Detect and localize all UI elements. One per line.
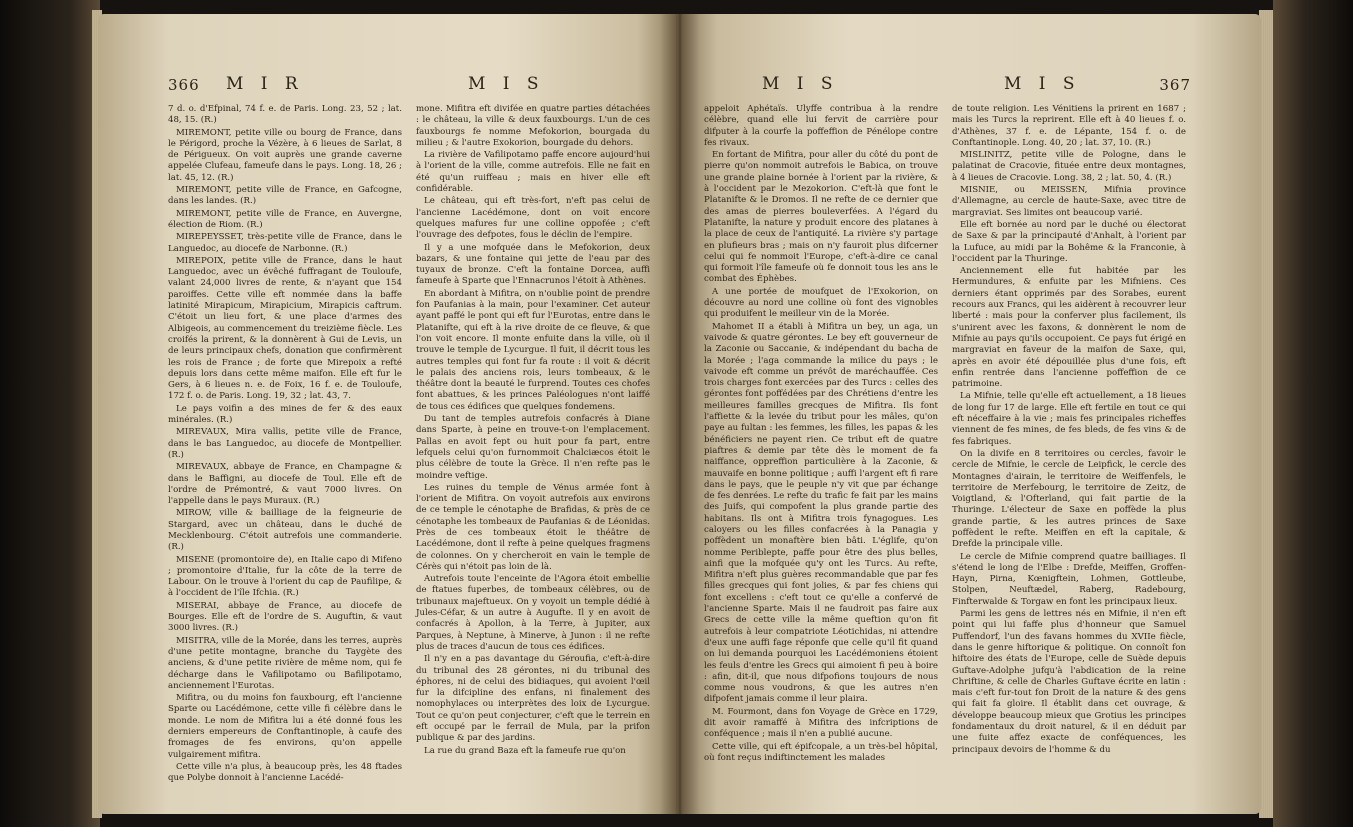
paragraph: Cette ville, qui eft épifcopale, a un très-bel hôpital, où font reçus indiftinctement les malades [704,741,938,763]
paragraph: Parmi les gens de lettres nés en Mifnie, il n'en eft point qui lui faffe plus d'honneur que Samuel Puffendorf, l'un des favans hommes du XVIIe fiècle, dans le genre hiftorique & politique. On connoît fon hiftoire des états de l'Europe, celle de Suède depuis Guftave-Adolphe jufqu'à l'abdication de la reine Chriftine, & celle de Charles Guftave écrite en latin : mais c'eft fur-tout fon Droit de la nature & des gens qui fait fa gloire. Il établit dans cet ouvrage, & développe beaucoup mieux que Grotius les principes fondamentaux du droit naturel, & il en déduit par une fuite affez exacte de conféquences, les principaux devoirs de l'homme & du [952,609,1186,755]
paragraph: Du tant de temples autrefois confacrés à Diane dans Sparte, à peine en trouve-t-on l'emplacement. Pallas en avoit fept ou huit pour fa part, entre lefquels celui qu'on furnommoit Chalciæcos étoit le plus célèbre de toute la Grèce. Il n'en refte pas le moindre veftige. [416,414,650,481]
running-head-left-column: M I R [226,74,304,94]
paragraph: MIREPEYSSET, très-petite ville de France, dans le Languedoc, au diocefe de Narbonne. (R.) [168,232,402,254]
paragraph: Mifitra, ou du moins fon fauxbourg, eft l'ancienne Sparte ou Lacédémone, cette ville fi célèbre dans le monde. Le nom de Mifitra lui a été donné fous les derniers empereurs de Conftantinople, à caufe des fromages de fes environs, qu'on appelle vulgairement mifitra. [168,693,402,760]
paragraph: MISENE (promontoire de), en Italie capo di Mifeno ; promontoire d'Italie, fur la côte de la terre de Labour. On le trouve à l'orient du cap de Paufilipe, & à l'occident de l'île Ifchia. (R.) [168,554,402,599]
paragraph: MIREMONT, petite ville ou bourg de France, dans le Périgord, proche la Vézère, à 6 lieues de Sarlat, 8 de Périgueux. On voit auprès une grande caverne appelée Clufeau, fameufe dans le pays. Long. 18, 26 ; lat. 45, 12. (R.) [168,127,402,183]
paragraph: Il y a une mofquée dans le Mefokorion, deux bazars, & une fontaine qui jette de l'eau par des tuyaux de bronze. C'eft la fontaine Dorcea, auffi fameufe à Sparte que l'Ennacrunos l'étoit à Athènes. [416,242,650,287]
paragraph: MIREPOIX, petite ville de France, dans le haut Languedoc, avec un évêché fuffragant de Touloufe, valant 24,000 livres de rente, & n'ayant que 154 paroiffes. Cette ville eft nommée dans la baffe latinité Mirapicum, Mirapicium, Mirapicis caftrum. C'étoit un lieu fort, & une place d'armes des Albigeois, au commencement du treizième fiècle. Les croifés la prirent, & la donnèrent à Gui de Levis, un de leurs principaux chefs, donation que confirmèrent les rois de France ; de forte que Mirepoix a refté depuis lors dans cette même maifon. Elle eft fur le Gers, à 6 lieues n. e. de Foix, 16 f. e. de Touloufe, 172 f. o. de Paris. Long. 19, 32 ; lat. 43, 7. [168,255,402,402]
paragraph: MISITRA, ville de la Morée, dans les terres, auprès d'une petite montagne, branche du Taygète des anciens, & d'une petite rivière de même nom, qui fe décharge dans le Vafilipotamo ou Bafilipotamo, anciennement l'Eurotas. [168,635,402,691]
paragraph: MIROW, ville & bailliage de la feigneurie de Stargard, avec un château, dans le duché de Mecklenbourg. C'étoit autrefois une commanderie. (R.) [168,508,402,553]
paragraph: En fortant de Mifitra, pour aller du côté du pont de pierre qu'on nommoit autrefois le Babica, on trouve une grande plaine bornée à l'orient par la rivière, & à l'occident par le Mezokorion. C'eft-là que font le Platanifte & le Dromos. Il ne refte de ce dernier que des amas de pierres bouleverfées. A l'égard du Platanifte, la nature y produit encore des platanes à la place de ceux de l'antiquité. La rivière s'y partage en plufieurs bras ; mais on n'y fauroit plus difcerner celui qui fe nommoit l'Europe, c'eft-à-dire ce canal qui formoit l'île fameufe où fe donnoit tous les ans le combat des Éphèbes. [704,150,938,285]
paragraph: Mahomet II a établi à Mifitra un bey, un aga, un vaivode & quatre gérontes. Le bey eft gouverneur de la Zaconie ou Saccanie, & indépendant du bacha de la Morée ; l'aga commande la milice du pays ; le vaivode eft comme un prévôt de maréchauffée. Ces trois charges font exercées par des Turcs : celles des gérontes font poffédées par des Chrétiens d'entre les meilleures familles grecques de Mifitra. Ils font l'affiette & la levée du tribut pour les mâles, qu'on paye au fultan : les femmes, les filles, les papas & les bénéficiers ne payent rien. Ce tribut eft de quatre piaftres & demie par tête dès le moment de fa naiffance, oppreffion particulière à la Zaconie, & mauvaife en bonne politique ; auffi l'argent eft fi rare dans le pays, que le peuple n'y vit que par échange de fes denrées. Le refte du trafic fe fait par les mains des Juifs, qui compofent la plus grande partie des habitans. Ils ont à Mifitra trois fynagogues. Les caloyers ou les filles confacrées à la Panagia y poffèdent un monaftère bien bâti. L'églife, qu'on nomme Periblepte, paffe pour être des plus belles, ainfi que la mofquée qu'y ont les Turcs. Au refte, Mifitra n'eft plus guères recommandable que par fes filles grecques qui font jolies, & par fes chiens qui font excellens : c'eft tout ce qu'elle a confervé de l'ancienne Sparte. Mais il ne faudroit pas faire aux Grecs de cette ville la même queftion qu'on fit autrefois à leur compatriote Léotichidas, ni attendre d'eux une auffi fage réponfe que celle qu'il fit quand on lui demanda pourquoi les Lacédémoniens étoient les feuls d'entre les Grecs qui aimoient fi peu à boire : afin, dit-il, que nous difpofions toujours de nous comme nous voudrons, & que les autres n'en difpofent jamais comme il leur plaira. [704,321,938,705]
paragraph: appeloit Aphétaïs. Ulyffe contribua à la rendre célèbre, quand elle lui fervit de carrière pour difputer à la courfe la poffeffion de Pénélope contre fes rivaux. [704,104,938,148]
paragraph: En abordant à Mifitra, on n'oublie point de prendre fon Paufanias à la main, pour l'examiner. Cet auteur ayant paffé le pont qui eft fur l'Eurotas, entre dans le Platanifte, qui eft à la rive droite de ce fleuve, & que l'on voit encore. Il monte enfuite dans la ville, où il trouve le temple de Lycurgue. Il fuit, il décrit tous les autres temples qui font fur fa route : il voit & décrit le palais des anciens rois, leurs tombeaux, & le théâtre dont la beauté le furprend. Toutes ces chofes font abattues, & les princes Paléologues n'ont laiffé de tous ces édifices que quelques fondemens. [416,288,650,412]
book-gutter [660,14,700,814]
right-page-columns [704,104,1191,765]
paragraph: de toute religion. Les Vénitiens la prirent en 1687 ; mais les Turcs la reprirent. Elle eft à 40 lieues f. o. d'Athènes, 37 f. e. de Lépante, 154 f. o. de Conftantinople. Long. 40, 20 ; lat. 37, 10. (R.) [952,104,1186,148]
page-number-left: 366 [168,76,200,94]
running-head-right-column: M I S [1004,74,1081,94]
left-page-column-2 [416,104,650,786]
paragraph: Les ruines du temple de Vénus armée font à l'orient de Mifitra. On voyoit autrefois aux environs de ce temple le cénotaphe de Brafidas, & près de ce cénotaphe les tombeaux de Paufanias & de Léonidas. Près de ces tombeaux étoit le théâtre de Lacédémone, dont il refte à peine quelques fragmens de colonnes. On y chercheroit en vain le temple de Cérès qui n'étoit pas loin de là. [416,482,650,572]
paragraph: MISERAI, abbaye de France, au diocefe de Bourges. Elle eft de l'ordre de S. Auguftin, & vaut 3000 livres. (R.) [168,600,402,634]
right-page [676,14,1261,814]
paragraph: Le cercle de Mifnie comprend quatre bailliages. Il s'étend le long de l'Elbe : Drefde, Meiffen, Groffen-Hayn, Pirna, Kœnigftein, Lohmen, Gottleube, Stolpen, Neuftædel, Raberg, Radebourg, Finfterwalde & Torgaw en font les principaux lieux. [952,551,1186,607]
left-page [98,14,678,814]
page-number-right: 367 [1159,76,1191,94]
paragraph: La rue du grand Baza eft la fameufe rue qu'on [424,745,626,756]
running-head-left-page [168,74,650,100]
left-page-column-1 [168,104,402,786]
background-right [1273,0,1353,827]
left-page-columns [168,104,650,786]
paragraph: On la divife en 8 territoires ou cercles, favoir le cercle de Mifnie, le cercle de Leipfick, le cercle des Montagnes d'airain, le territoire de Weiffenfels, le territoire de Merfebourg, le territoire de Zeitz, de Voigtland, & l'Ofterland, qui fait partie de la Thuringe. L'électeur de Saxe en poffède la plus grande partie, & les autres princes de Saxe poffèdent le refte. Meiffen en eft la capitale, & Drefde la principale ville. [952,448,1186,550]
running-head-right-column: M I S [468,74,545,94]
background-left [0,0,100,827]
paragraph: Le pays voifin a des mines de fer & des eaux minérales. (R.) [168,403,402,426]
paragraph: MIREMONT, petite ville de France, en Gafcogne, dans les landes. (R.) [168,185,402,207]
paragraph: A une portée de moufquet de l'Exokorion, on découvre au nord une colline où font des vignobles qui produifent le meilleur vin de la Morée. [704,286,938,320]
running-head-left-column: M I S [762,74,839,94]
page-edges-right [1259,10,1273,818]
paragraph: Cette ville n'a plus, à beaucoup près, les 48 ftades que Polybe donnoit à l'ancienne Lacédé- [168,761,402,784]
paragraph: Il n'y en a pas davantage du Géroufia, c'eft-à-dire du tribunal des 28 gérontes, ni du tribunal des éphores, ni de celui des bidiaques, qui avoient l'œil fur la difcipline des enfans, ni finalement des nomophylaces ou interprètes des loix de Lycurgue. Tout ce qu'on peut conjecturer, c'eft que le terrein en eft occupé par le ferrail de Mula, par la prifon publique & par des jardins. [416,654,650,744]
paragraph: La Mifnie, telle qu'elle eft actuellement, a 18 lieues de long fur 17 de large. Elle eft fertile en tout ce qui eft néceffaire à la vie ; mais fes principales richeffes viennent de fes mines, de fes bleds, de fes vins & de fes fabriques. [952,391,1186,447]
right-page-column-2 [952,104,1186,765]
paragraph: MIREMONT, petite ville de France, en Auvergne, élection de Riom. (R.) [168,208,402,230]
paragraph: mone. Mifitra eft divifée en quatre parties détachées : le château, la ville & deux fauxbourgs. L'un de ces fauxbourgs fe nomme Mefokorion, bourgada du milieu ; & l'autre Exokorion, bourgade du dehors. [416,104,650,148]
paragraph: Anciennement elle fut habitée par les Hermundures, & enfuite par les Mifniens. Ces derniers étant opprimés par des Sorabes, eurent recours aux Francs, qui les aidèrent à recouvrer leur liberté : mais pour la conferver plus facilement, ils s'unirent avec les faxons, & donnèrent le nom de Mifnie au pays qu'ils occupoient. Ce pays fut érigé en margraviat en faveur de la maifon de Saxe, qui, après en avoir été dépouillée plus d'une fois, eft enfin rentrée dans l'ancienne poffeffion de ce patrimoine. [952,266,1186,390]
paragraph: Elle eft bornée au nord par le duché ou électorat de Saxe & par la principauté d'Anhalt, à l'orient par la Lufuce, au midi par la Bohême & la Franconie, à l'occident par la Thuringe. [952,219,1186,264]
paragraph: MISNIE, ou MEISSEN, Mifnia province d'Allemagne, au cercle de haute-Saxe, avec titre de margraviat. Ses limites ont beaucoup varié. [952,185,1186,218]
paragraph: La rivière de Vafilipotamo paffe encore aujourd'hui à l'orient de la ville, comme autrefois. Elle ne fait en été qu'un ruiffeau ; mais en hiver elle eft confidérable. [416,150,650,195]
right-page-column-1 [704,104,938,765]
paragraph: Autrefois toute l'enceinte de l'Agora étoit embellie de ftatues fuperbes, de tombeaux célèbres, ou de tribunaux majeftueux. On y voyoit un temple dédié à Jules-Céfar, & un autre à Augufte. Il y en avoit de confacrés à Apollon, à la Terre, à Jupiter, aux Parques, à Neptune, à Minerve, à Junon : il ne refte plus de traces d'aucun de tous ces édifices. [416,574,650,652]
paragraph: 7 d. o. d'Efpinal, 74 f. e. de Paris. Long. 23, 52 ; lat. 48, 15. (R.) [168,104,402,126]
paragraph: MISLINITZ, petite ville de Pologne, dans le palatinat de Cracovie, fituée entre deux montagnes, à 4 lieues de Cracovie. Long. 38, 2 ; lat. 50, 4. (R.) [952,150,1186,183]
running-head-right-page [704,74,1191,100]
paragraph: Le château, qui eft très-fort, n'eft pas celui de l'ancienne Lacédémone, dont on voit encore quelques mafures fur une colline oppofée ; c'eft l'ouvrage des defpotes, fous le déclin de l'empire. [416,196,650,241]
paragraph: MIREVAUX, Mira vallis, petite ville de France, dans le bas Languedoc, au diocefe de Montpellier. (R.) [168,427,402,460]
paragraph: M. Fourmont, dans fon Voyage de Grèce en 1729, dit avoir ramaffé à Mifitra des infcriptions de conféquence ; mais il n'en a publié aucune. [704,706,938,740]
paragraph: MIREVAUX, abbaye de France, en Champagne & dans le Baffigni, au diocefe de Toul. Elle eft de l'ordre de Prémontré, & vaut 7000 livres. On l'appelle dans le pays Muraux. (R.) [168,462,402,507]
